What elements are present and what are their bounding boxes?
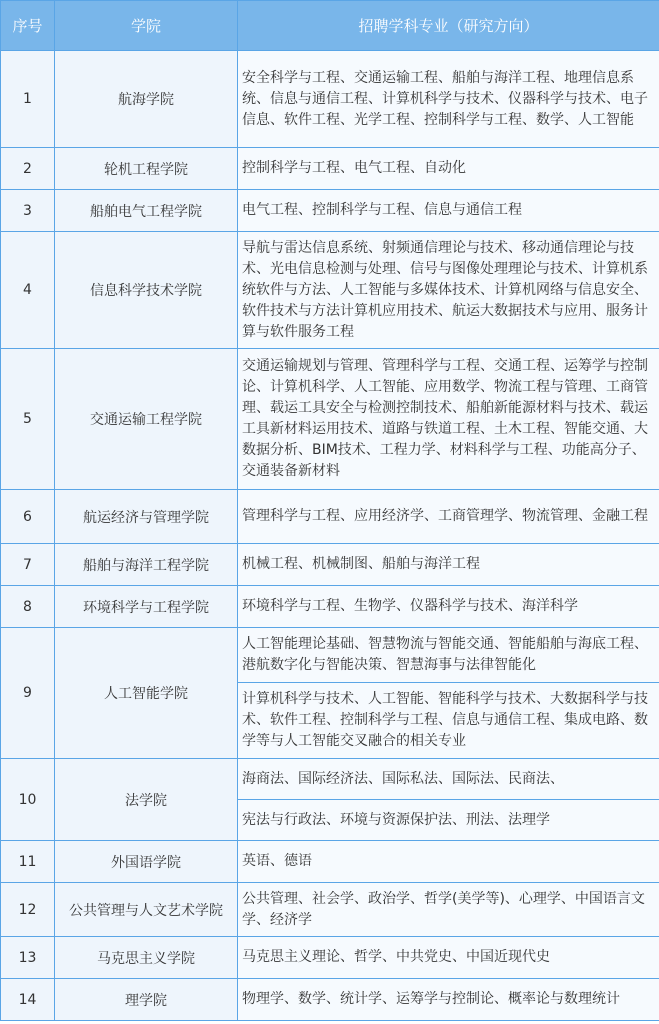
college-name: 航运经济与管理学院 — [55, 490, 238, 544]
majors-list: 公共管理、社会学、政治学、哲学(美学等)、心理学、中国语言文学、经济学 — [238, 883, 659, 937]
row-number: 9 — [1, 628, 55, 759]
table-row — [1, 759, 659, 800]
majors-list: 海商法、国际经济法、国际私法、国际法、民商法、 — [238, 759, 659, 800]
college-name: 轮机工程学院 — [55, 148, 238, 190]
college-name: 外国语学院 — [55, 841, 238, 883]
table-row — [1, 937, 659, 979]
table-row — [1, 586, 659, 628]
college-name: 交通运输工程学院 — [55, 349, 238, 490]
majors-list: 环境科学与工程、生物学、仪器科学与技术、海洋科学 — [238, 586, 659, 628]
college-name: 环境科学与工程学院 — [55, 586, 238, 628]
table-row — [1, 544, 659, 586]
row-number: 14 — [1, 979, 55, 1021]
majors-list: 电气工程、控制科学与工程、信息与通信工程 — [238, 190, 659, 232]
table-body — [1, 51, 659, 1021]
table-row — [1, 979, 659, 1021]
table-row — [1, 148, 659, 190]
college-name: 人工智能学院 — [55, 628, 238, 759]
header-college: 学院 — [55, 1, 238, 51]
row-number: 4 — [1, 232, 55, 349]
college-name: 理学院 — [55, 979, 238, 1021]
row-number: 10 — [1, 759, 55, 841]
row-number: 12 — [1, 883, 55, 937]
table-header-row — [1, 1, 659, 51]
table-row — [1, 490, 659, 544]
college-name: 法学院 — [55, 759, 238, 841]
majors-list: 机械工程、机械制图、船舶与海洋工程 — [238, 544, 659, 586]
majors-list: 交通运输规划与管理、管理科学与工程、交通工程、运筹学与控制论、计算机科学、人工智能、应用数学、物流工程与管理、工商管理、载运工具安全与检测控制技术、船舶新能源材料与技术、载运工具新材料运用技术、道路与铁道工程、土木工程、智能交通、大数据分析、BIM技术、工程力学、材料科学与工程、功能高分子、交通装备新材料 — [238, 349, 659, 490]
table-row — [1, 883, 659, 937]
majors-list: 物理学、数学、统计学、运筹学与控制论、概率论与数理统计 — [238, 979, 659, 1021]
row-number: 6 — [1, 490, 55, 544]
header-num: 序号 — [1, 1, 55, 51]
row-number: 13 — [1, 937, 55, 979]
majors-list: 管理科学与工程、应用经济学、工商管理学、物流管理、金融工程 — [238, 490, 659, 544]
row-number: 2 — [1, 148, 55, 190]
row-number: 8 — [1, 586, 55, 628]
row-number: 1 — [1, 51, 55, 148]
row-number: 5 — [1, 349, 55, 490]
college-name: 马克思主义学院 — [55, 937, 238, 979]
table-row — [1, 190, 659, 232]
college-name: 公共管理与人文艺术学院 — [55, 883, 238, 937]
table-row — [1, 841, 659, 883]
row-number: 3 — [1, 190, 55, 232]
majors-list: 控制科学与工程、电气工程、自动化 — [238, 148, 659, 190]
majors-list: 宪法与行政法、环境与资源保护法、刑法、法理学 — [238, 800, 659, 841]
header-majors: 招聘学科专业（研究方向） — [238, 1, 659, 51]
majors-list: 人工智能理论基础、智慧物流与智能交通、智能船舶与海底工程、港航数字化与智能决策、智慧海事与法律智能化 — [238, 628, 659, 683]
table-row — [1, 349, 659, 490]
table-row — [1, 51, 659, 148]
row-number: 7 — [1, 544, 55, 586]
row-number: 11 — [1, 841, 55, 883]
college-name: 航海学院 — [55, 51, 238, 148]
majors-list: 导航与雷达信息系统、射频通信理论与技术、移动通信理论与技术、光电信息检测与处理、信号与图像处理理论与技术、计算机系统软件与方法、人工智能与多媒体技术、计算机网络与信息安全、软件技术与方法计算机应用技术、航运大数据技术与应用、服务计算与软件服务工程 — [238, 232, 659, 349]
majors-list: 计算机科学与技术、人工智能、智能科学与技术、大数据科学与技术、软件工程、控制科学与工程、信息与通信工程、集成电路、数学等与人工智能交叉融合的相关专业 — [238, 683, 659, 759]
college-name: 船舶与海洋工程学院 — [55, 544, 238, 586]
table-row — [1, 628, 659, 683]
majors-list: 马克思主义理论、哲学、中共党史、中国近现代史 — [238, 937, 659, 979]
college-name: 信息科学技术学院 — [55, 232, 238, 349]
majors-list: 英语、德语 — [238, 841, 659, 883]
college-name: 船舶电气工程学院 — [55, 190, 238, 232]
table-row — [1, 232, 659, 349]
majors-list: 安全科学与工程、交通运输工程、船舶与海洋工程、地理信息系统、信息与通信工程、计算机科学与技术、仪器科学与技术、电子信息、软件工程、光学工程、控制科学与工程、数学、人工智能 — [238, 51, 659, 148]
